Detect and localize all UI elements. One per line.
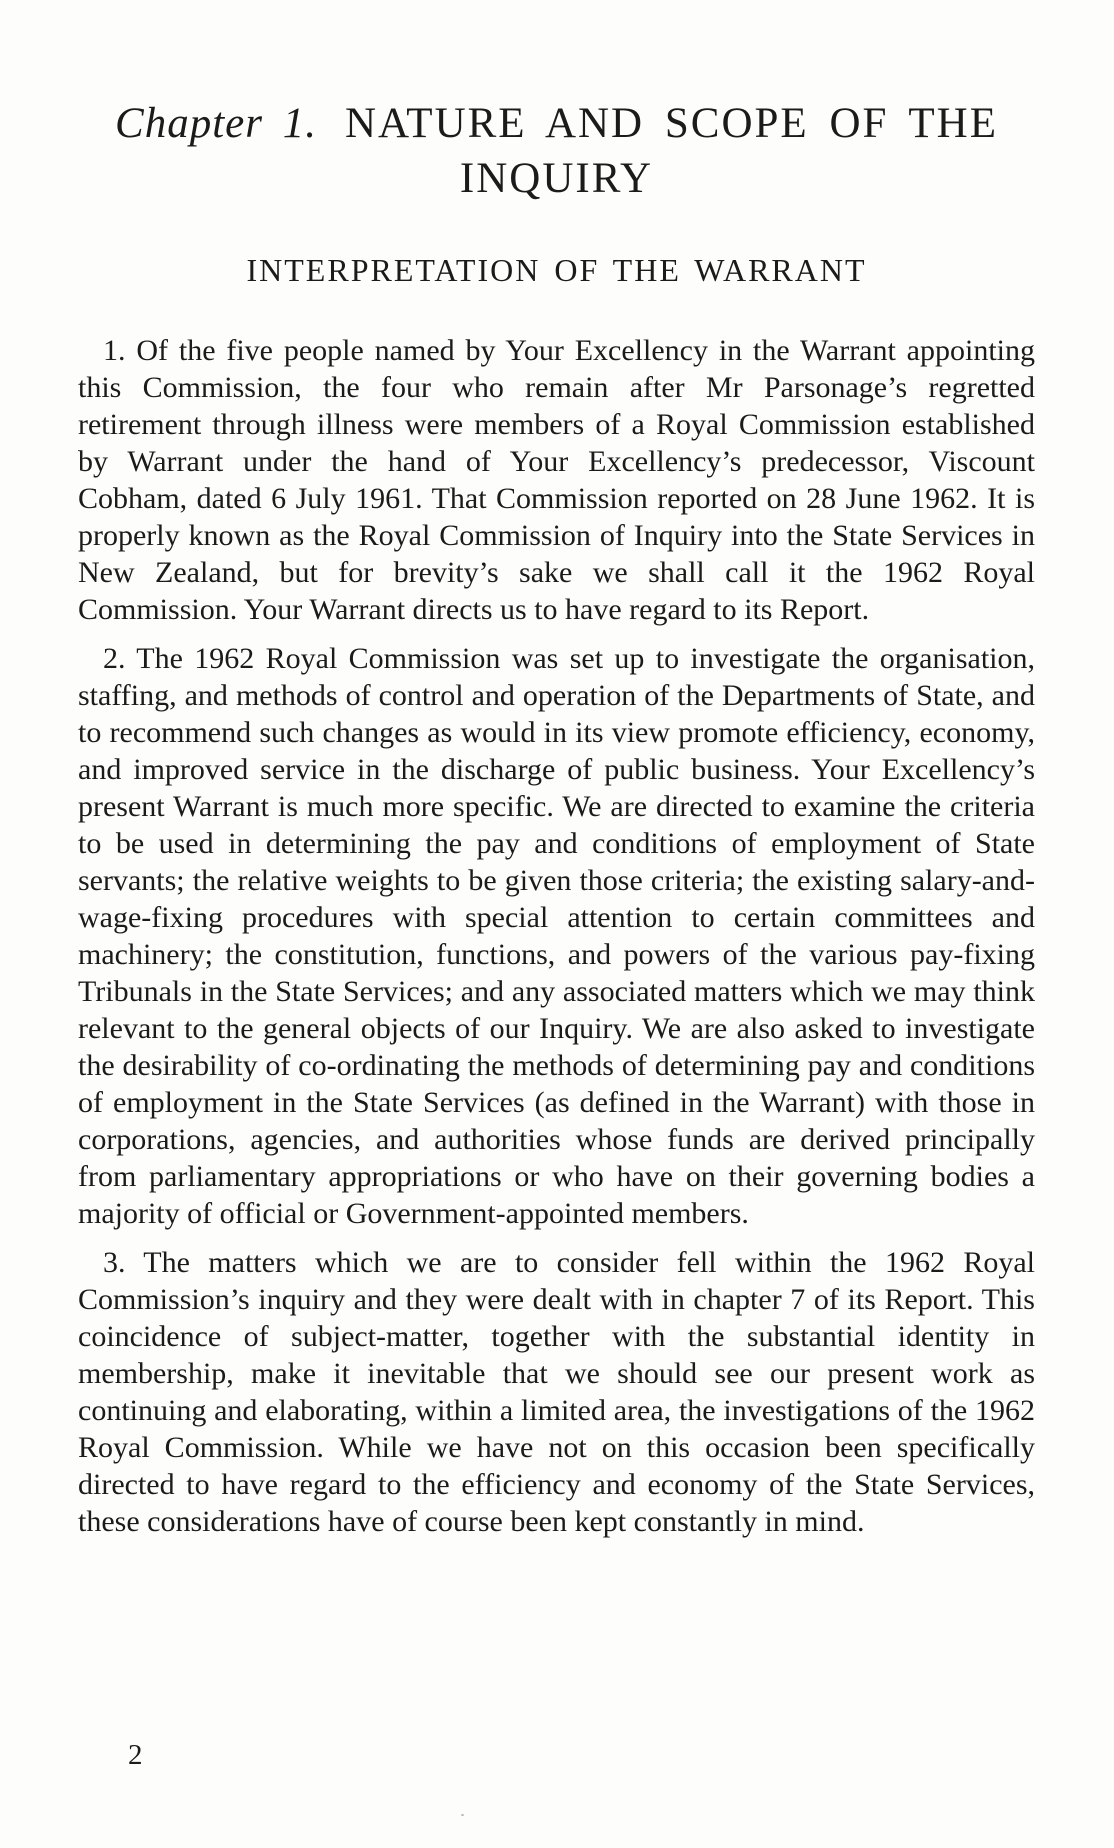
page-content (78, 0, 1035, 1540)
page-number: 2 (128, 1739, 143, 1771)
scan-speck (461, 1814, 464, 1816)
paragraph-1: 1. Of the five people named by Your Excellency in the Warrant appointing this Commission, the four who remain after Mr Parsonage’s regretted retirement through illness were members of a Royal Commission established by Warrant under the hand of Your Excellency’s predecessor, Viscount Cobham, dated 6 July 1961. That Commission reported on 28 June 1962. It is properly known as the Royal Commission of Inquiry into the State Services in New Zealand, but for brevity’s sake we shall call it the 1962 Royal Commission. Your Warrant directs us to have regard to its Report. (78, 334, 1035, 626)
paragraph-3: 3. The matters which we are to consider fell within the 1962 Royal Commission’s inquiry and they were dealt with in chapter 7 of its Report. This coincidence of subject-matter, together with the substantial identity in membership, make it inevitable that we should see our present work as continuing and elaborating, within a limited area, the investigations of the 1962 Royal Commission. While we have not on this occasion been specifically directed to have regard to the efficiency and economy of the State Services, these considerations have of course been kept constantly in mind. (78, 1246, 1035, 1538)
chapter-title: NATURE AND SCOPE OF THE INQUIRY (344, 100, 998, 202)
chapter-label: Chapter 1. (115, 100, 317, 147)
paragraph-2: 2. The 1962 Royal Commission was set up to investigate the organisation, staffing, and methods of control and operation of the Departments of State, and to recommend such changes as would in its view promote efficiency, economy, and improved service in the discharge of public business. Your Excellency’s present Warrant is much more specific. We are directed to examine the criteria to be used in determining the pay and conditions of employment of State servants; the relative weights to be given those criteria; the existing salary-and-wage-fixing procedures with special attention to certain committees and machinery; the constitution, functions, and powers of the various pay-fixing Tribunals in the State Services; and any associated matters which we may think relevant to the general objects of our Inquiry. We are also asked to investigate the desirability of co-ordinating the methods of determining pay and conditions of employment in the State Services (as defined in the Warrant) with those in corporations, agencies, and authorities whose funds are derived principally from parliamentary appropriations or who have on their governing bodies a majority of official or Government-appointed members. (78, 642, 1035, 1230)
section-heading: INTERPRETATION OF THE WARRANT (246, 252, 867, 288)
chapter-heading (78, 96, 1035, 206)
